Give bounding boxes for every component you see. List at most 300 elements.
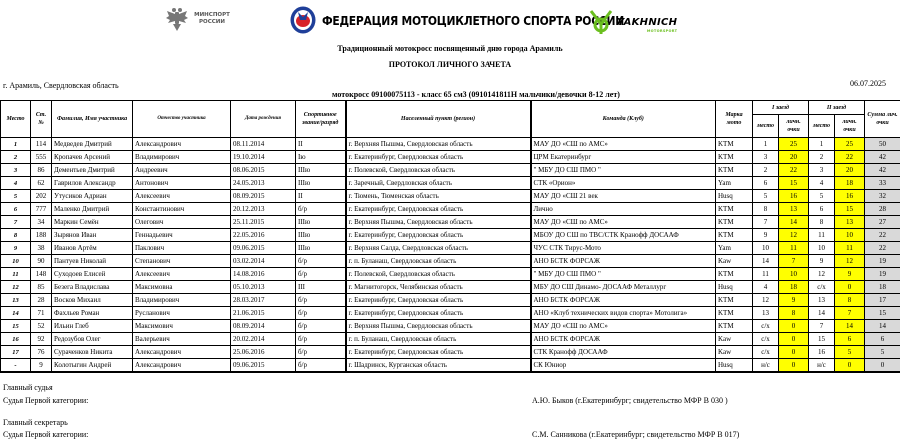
row-race1-place: 9 <box>753 229 779 242</box>
row-birth-date: 09.06.2015 <box>231 359 296 373</box>
row-birth-date: 20.12.2013 <box>231 203 296 216</box>
sponsor-text: YAKHNICH <box>617 16 678 28</box>
row-race1-place: 12 <box>753 294 779 307</box>
row-total: 42 <box>865 151 900 164</box>
row-moto: KTM <box>716 294 753 307</box>
table-row <box>1 268 900 281</box>
row-start-no: 148 <box>31 268 52 281</box>
header-race1-points: личн. очки <box>779 115 809 138</box>
row-start-no: 202 <box>31 190 52 203</box>
row-place: 4 <box>1 177 31 190</box>
row-name: Ильин Глеб <box>52 320 133 333</box>
row-race1-points: 9 <box>779 294 809 307</box>
results-table <box>0 100 900 373</box>
row-race1-points: 10 <box>779 268 809 281</box>
row-total: 6 <box>865 333 900 346</box>
row-rank: IIIю <box>296 229 346 242</box>
row-start-no: 86 <box>31 164 52 177</box>
sponsor-emblem-icon <box>588 8 614 36</box>
row-race1-place: 7 <box>753 216 779 229</box>
table-row <box>1 359 900 373</box>
table-row <box>1 164 900 177</box>
row-race1-points: 8 <box>779 307 809 320</box>
row-moto: KTM <box>716 229 753 242</box>
row-birth-date: 25.11.2015 <box>231 216 296 229</box>
row-start-no: 62 <box>31 177 52 190</box>
chief-secretary-title: Главный секретарь <box>3 418 68 427</box>
sponsor-subtext: MOTORSPORT <box>646 28 678 33</box>
row-rank: Iю <box>296 151 346 164</box>
chief-judge-category: Судья Первой категории: <box>3 396 89 405</box>
row-patronymic: Александрович <box>133 359 231 373</box>
row-start-no: 52 <box>31 320 52 333</box>
row-race1-points: 0 <box>779 320 809 333</box>
row-race2-points: 25 <box>835 138 865 151</box>
row-moto: KTM <box>716 307 753 320</box>
row-rank: II <box>296 190 346 203</box>
row-moto: Kaw <box>716 255 753 268</box>
row-race2-place: 8 <box>809 216 835 229</box>
row-total: 5 <box>865 346 900 359</box>
row-start-no: 76 <box>31 346 52 359</box>
row-race1-points: 22 <box>779 164 809 177</box>
row-birth-date: 03.02.2014 <box>231 255 296 268</box>
row-race1-points: 12 <box>779 229 809 242</box>
row-team: ЦРМ Екатеринбург <box>531 151 716 164</box>
row-team: МАУ ДО «СШ по АМС» <box>531 216 716 229</box>
row-locality: г. Заречный, Свердловская область <box>346 177 531 190</box>
row-start-no: 28 <box>31 294 52 307</box>
row-moto: KTM <box>716 203 753 216</box>
row-patronymic: Алексеевич <box>133 268 231 281</box>
row-race1-points: 0 <box>779 359 809 373</box>
row-name: Маленко Дмитрий <box>52 203 133 216</box>
row-race1-points: 18 <box>779 281 809 294</box>
row-team: Лично <box>531 203 716 216</box>
table-row <box>1 346 900 359</box>
row-locality: г. Верхняя Пышма, Свердловская область <box>346 320 531 333</box>
header-patronymic: Отчество участника <box>133 101 231 138</box>
row-team: " МБУ ДО СШ ПМО " <box>531 268 716 281</box>
header-total: Сумма лич. очки <box>865 101 900 138</box>
row-team: АНО БСТК ФОРСАЖ <box>531 294 716 307</box>
row-patronymic: Геннадьевич <box>133 229 231 242</box>
table-row <box>1 242 900 255</box>
row-start-no: 9 <box>31 359 52 373</box>
row-rank: б/р <box>296 307 346 320</box>
row-birth-date: 08.06.2015 <box>231 164 296 177</box>
header-logos <box>0 4 900 38</box>
row-locality: г. Верхняя Салда, Свердловская область <box>346 242 531 255</box>
row-moto: Kaw <box>716 346 753 359</box>
row-total: 18 <box>865 281 900 294</box>
row-race1-place: с/х <box>753 346 779 359</box>
row-race1-place: с/х <box>753 333 779 346</box>
row-total: 17 <box>865 294 900 307</box>
header-rank: Спортивное звание/разряд <box>296 101 346 138</box>
federation-emblem-icon <box>290 6 316 34</box>
row-rank: III <box>296 281 346 294</box>
row-patronymic: Степанович <box>133 255 231 268</box>
header-start-no: Ст. № <box>31 101 52 138</box>
row-total: 27 <box>865 216 900 229</box>
row-name: Гаврилов Александр <box>52 177 133 190</box>
chief-judge-name: А.Ю. Быков (г.Екатеринбург; свидетельство МФР В 030 ) <box>532 396 728 405</box>
row-locality: г. Екатеринбург, Свердловская область <box>346 229 531 242</box>
header-race1: I заезд <box>753 101 809 115</box>
row-rank: IIIю <box>296 216 346 229</box>
row-race1-place: 5 <box>753 190 779 203</box>
row-start-no: 34 <box>31 216 52 229</box>
row-birth-date: 19.10.2014 <box>231 151 296 164</box>
table-row <box>1 216 900 229</box>
row-team: СК Юниор <box>531 359 716 373</box>
row-race2-place: 2 <box>809 151 835 164</box>
row-patronymic: Русланович <box>133 307 231 320</box>
row-race2-points: 11 <box>835 242 865 255</box>
event-title: Традиционный мотокросс посвященный дню города Арамиль <box>337 44 563 53</box>
row-locality: г. Екатеринбург, Свердловская область <box>346 203 531 216</box>
row-race1-place: 10 <box>753 242 779 255</box>
minsport-logo <box>166 6 232 32</box>
row-place: 7 <box>1 216 31 229</box>
row-race1-place: 11 <box>753 268 779 281</box>
row-patronymic: Александрович <box>133 346 231 359</box>
row-total: 15 <box>865 307 900 320</box>
row-place: 5 <box>1 190 31 203</box>
row-rank: IIIю <box>296 177 346 190</box>
row-start-no: 555 <box>31 151 52 164</box>
row-race2-place: 16 <box>809 346 835 359</box>
row-race1-place: с/х <box>753 320 779 333</box>
row-place: 1 <box>1 138 31 151</box>
row-locality: г. Магнитогорск, Челябинская область <box>346 281 531 294</box>
row-name: Утусиков Адриан <box>52 190 133 203</box>
row-start-no: 92 <box>31 333 52 346</box>
row-name: Медведев Дмитрий <box>52 138 133 151</box>
row-rank: IIIю <box>296 164 346 177</box>
row-patronymic: Андреевич <box>133 164 231 177</box>
row-patronymic: Максимович <box>133 320 231 333</box>
row-race2-points: 10 <box>835 229 865 242</box>
row-name: Маркин Семён <box>52 216 133 229</box>
row-race2-points: 12 <box>835 255 865 268</box>
row-team: СТК «Орион» <box>531 177 716 190</box>
row-moto: Yam <box>716 242 753 255</box>
row-race1-points: 20 <box>779 151 809 164</box>
row-moto: Husq <box>716 190 753 203</box>
row-name: Фахльев Роман <box>52 307 133 320</box>
row-name: Сураченков Никита <box>52 346 133 359</box>
row-birth-date: 25.06.2016 <box>231 346 296 359</box>
row-locality: г. Екатеринбург, Свердловская область <box>346 151 531 164</box>
row-place: 11 <box>1 268 31 281</box>
header-place: Место <box>1 101 31 138</box>
header-race2-place: место <box>809 115 835 138</box>
row-start-no: 90 <box>31 255 52 268</box>
row-race1-points: 11 <box>779 242 809 255</box>
row-start-no: 114 <box>31 138 52 151</box>
results-body <box>1 138 900 373</box>
row-total: 19 <box>865 255 900 268</box>
row-race1-points: 13 <box>779 203 809 216</box>
row-locality: г. п. Буланаш, Свердловская область <box>346 333 531 346</box>
row-race1-place: 8 <box>753 203 779 216</box>
table-row <box>1 229 900 242</box>
header-locality: Населенный пункт (регион) <box>346 101 531 138</box>
row-race2-place: 7 <box>809 320 835 333</box>
row-team: ЧУС СТК Тирус-Мото <box>531 242 716 255</box>
table-row <box>1 294 900 307</box>
row-total: 32 <box>865 190 900 203</box>
header-moto: Марка мото <box>716 101 753 138</box>
row-team: АНО «Клуб технических видов спорта» Мотолига» <box>531 307 716 320</box>
header-team: Команда (Клуб) <box>531 101 716 138</box>
row-name: Иванов Артём <box>52 242 133 255</box>
table-row <box>1 177 900 190</box>
row-race2-place: 13 <box>809 294 835 307</box>
row-patronymic: Антонович <box>133 177 231 190</box>
row-rank: б/р <box>296 255 346 268</box>
row-race1-points: 16 <box>779 190 809 203</box>
row-place: 10 <box>1 255 31 268</box>
row-place: 6 <box>1 203 31 216</box>
table-row <box>1 190 900 203</box>
row-race2-place: с/х <box>809 281 835 294</box>
row-race2-place: 11 <box>809 229 835 242</box>
row-patronymic: Владимирович <box>133 294 231 307</box>
row-birth-date: 20.02.2014 <box>231 333 296 346</box>
row-team: МАУ ДО «СШ по АМС» <box>531 138 716 151</box>
chief-judge-title: Главный судья <box>3 383 53 392</box>
table-row <box>1 281 900 294</box>
row-locality: г. Тюмень, Тюменская область <box>346 190 531 203</box>
event-date: 06.07.2025 <box>850 79 886 88</box>
row-race2-place: 3 <box>809 164 835 177</box>
chief-secretary-category: Судья Первой категории: <box>3 430 89 439</box>
row-moto: Husq <box>716 359 753 373</box>
row-race2-points: 5 <box>835 346 865 359</box>
row-birth-date: 24.05.2013 <box>231 177 296 190</box>
row-locality: г. Верхняя Пышма, Свердловская область <box>346 216 531 229</box>
row-team: МБУ ДО СШ Динамо- ДОСААФ Металлург <box>531 281 716 294</box>
row-name: Суходоев Елисей <box>52 268 133 281</box>
row-race1-place: н/с <box>753 359 779 373</box>
row-race2-place: 1 <box>809 138 835 151</box>
row-race1-place: 6 <box>753 177 779 190</box>
row-place: 16 <box>1 333 31 346</box>
row-patronymic: Алексеевич <box>133 190 231 203</box>
header-row <box>1 101 900 115</box>
row-name: Дементьев Дмитрий <box>52 164 133 177</box>
row-locality: г. Полевской, Свердловская область <box>346 268 531 281</box>
row-race2-points: 6 <box>835 333 865 346</box>
row-birth-date: 21.06.2015 <box>231 307 296 320</box>
row-start-no: 777 <box>31 203 52 216</box>
row-race1-points: 0 <box>779 346 809 359</box>
row-race2-points: 13 <box>835 216 865 229</box>
row-race1-place: 2 <box>753 164 779 177</box>
row-race2-points: 0 <box>835 281 865 294</box>
row-team: МБОУ ДО СШ по ТВС/СТК Кранофф ДОСААФ <box>531 229 716 242</box>
row-race2-points: 9 <box>835 268 865 281</box>
row-place: 2 <box>1 151 31 164</box>
row-name: Зырянов Иван <box>52 229 133 242</box>
row-team: " МБУ ДО СШ ПМО " <box>531 164 716 177</box>
row-race2-points: 0 <box>835 359 865 373</box>
row-race1-place: 4 <box>753 281 779 294</box>
row-race2-place: 14 <box>809 307 835 320</box>
minsport-text: МИНСПОРТ РОССИИ <box>194 12 230 25</box>
row-race2-points: 20 <box>835 164 865 177</box>
row-race2-place: 12 <box>809 268 835 281</box>
row-team: МАУ ДО «СШ по АМС» <box>531 320 716 333</box>
row-race1-place: 3 <box>753 151 779 164</box>
row-team: АНО БСТК ФОРСАЖ <box>531 255 716 268</box>
row-name: Восков Михаил <box>52 294 133 307</box>
row-birth-date: 14.08.2016 <box>231 268 296 281</box>
row-place: 3 <box>1 164 31 177</box>
row-place: 9 <box>1 242 31 255</box>
row-race2-points: 8 <box>835 294 865 307</box>
row-patronymic: Паклович <box>133 242 231 255</box>
row-locality: г. Екатеринбург, Свердловская область <box>346 294 531 307</box>
row-race1-place: 14 <box>753 255 779 268</box>
row-race2-points: 7 <box>835 307 865 320</box>
table-row <box>1 307 900 320</box>
row-place: 15 <box>1 320 31 333</box>
row-race1-place: 13 <box>753 307 779 320</box>
row-race2-place: 6 <box>809 203 835 216</box>
header-name: Фамилия, Имя участника <box>52 101 133 138</box>
row-place: 12 <box>1 281 31 294</box>
protocol-title: ПРОТОКОЛ ЛИЧНОГО ЗАЧЕТА <box>388 60 512 69</box>
row-place: - <box>1 359 31 373</box>
row-total: 19 <box>865 268 900 281</box>
row-race1-place: 1 <box>753 138 779 151</box>
row-rank: б/р <box>296 203 346 216</box>
row-race2-points: 14 <box>835 320 865 333</box>
table-row <box>1 333 900 346</box>
row-place: 13 <box>1 294 31 307</box>
row-patronymic: Максимовна <box>133 281 231 294</box>
row-locality: г. Екатеринбург, Свердловская область <box>346 307 531 320</box>
row-place: 8 <box>1 229 31 242</box>
row-birth-date: 08.11.2014 <box>231 138 296 151</box>
row-locality: г. Верхняя Пышма, Свердловская область <box>346 138 531 151</box>
row-name: Пантуев Николай <box>52 255 133 268</box>
event-location: г. Арамиль, Свердловская область <box>3 81 119 90</box>
header-race2: II заезд <box>809 101 865 115</box>
row-start-no: 188 <box>31 229 52 242</box>
row-race1-points: 14 <box>779 216 809 229</box>
row-race2-place: 5 <box>809 190 835 203</box>
row-place: 17 <box>1 346 31 359</box>
header-race1-place: место <box>753 115 779 138</box>
row-birth-date: 22.05.2016 <box>231 229 296 242</box>
row-race2-points: 18 <box>835 177 865 190</box>
row-race2-place: 10 <box>809 242 835 255</box>
row-moto: Yam <box>716 177 753 190</box>
row-birth-date: 05.10.2013 <box>231 281 296 294</box>
row-team: АНО БСТК ФОРСАЖ <box>531 333 716 346</box>
row-rank: б/р <box>296 346 346 359</box>
row-race2-place: 4 <box>809 177 835 190</box>
row-name: Кропачев Арсений <box>52 151 133 164</box>
row-patronymic: Олегович <box>133 216 231 229</box>
row-rank: б/р <box>296 294 346 307</box>
table-row <box>1 320 900 333</box>
row-locality: г. Полевской, Свердловская область <box>346 164 531 177</box>
sponsor-name <box>617 16 678 33</box>
row-moto: KTM <box>716 138 753 151</box>
row-birth-date: 08.09.2015 <box>231 190 296 203</box>
row-moto: KTM <box>716 151 753 164</box>
row-rank: б/р <box>296 268 346 281</box>
row-moto: KTM <box>716 216 753 229</box>
row-start-no: 38 <box>31 242 52 255</box>
row-name: Безега Владислава <box>52 281 133 294</box>
row-birth-date: 28.03.2017 <box>231 294 296 307</box>
row-patronymic: Валерьевич <box>133 333 231 346</box>
header-birth-date: Дата рождения <box>231 101 296 138</box>
row-race1-points: 15 <box>779 177 809 190</box>
row-total: 42 <box>865 164 900 177</box>
row-moto: KTM <box>716 164 753 177</box>
row-start-no: 85 <box>31 281 52 294</box>
chief-secretary-name: С.М. Санникова (г.Екатеринбург; свидетельство МФР В 017) <box>532 430 740 439</box>
row-total: 22 <box>865 229 900 242</box>
row-race2-place: 9 <box>809 255 835 268</box>
row-race1-points: 7 <box>779 255 809 268</box>
row-race1-points: 25 <box>779 138 809 151</box>
row-rank: II <box>296 138 346 151</box>
row-rank: IIIю <box>296 242 346 255</box>
class-line: мотокросс 09100075113 - класс 65 см3 (0910141811Н мальчики/девочки 8-12 лет) <box>332 90 620 99</box>
row-place: 14 <box>1 307 31 320</box>
header-race2-points: личн. очки <box>835 115 865 138</box>
federation-title: ФЕДЕРАЦИЯ МОТОЦИКЛЕТНОГО СПОРТА РОССИИ <box>322 12 624 28</box>
row-race2-points: 22 <box>835 151 865 164</box>
row-total: 14 <box>865 320 900 333</box>
row-locality: г. п. Буланаш, Свердловская область <box>346 255 531 268</box>
row-total: 33 <box>865 177 900 190</box>
row-race2-points: 15 <box>835 203 865 216</box>
row-total: 0 <box>865 359 900 373</box>
row-locality: г. Екатеринбург, Свердловская область <box>346 346 531 359</box>
row-race2-place: н/с <box>809 359 835 373</box>
row-patronymic: Константинович <box>133 203 231 216</box>
table-row <box>1 138 900 151</box>
row-start-no: 71 <box>31 307 52 320</box>
row-team: МАУ ДО «СШ 21 век <box>531 190 716 203</box>
row-total: 22 <box>865 242 900 255</box>
row-team: СТК Кранофф ДОСААФ <box>531 346 716 359</box>
row-birth-date: 09.06.2015 <box>231 242 296 255</box>
table-row <box>1 151 900 164</box>
eagle-emblem-icon <box>166 6 188 32</box>
row-race2-points: 16 <box>835 190 865 203</box>
row-race1-points: 0 <box>779 333 809 346</box>
row-name: Колотыгин Андрей <box>52 359 133 373</box>
table-row <box>1 203 900 216</box>
row-moto: KTM <box>716 320 753 333</box>
row-race2-place: 15 <box>809 333 835 346</box>
row-total: 50 <box>865 138 900 151</box>
row-patronymic: Владимирович <box>133 151 231 164</box>
row-locality: г. Шадринск, Курганская область <box>346 359 531 373</box>
row-total: 28 <box>865 203 900 216</box>
